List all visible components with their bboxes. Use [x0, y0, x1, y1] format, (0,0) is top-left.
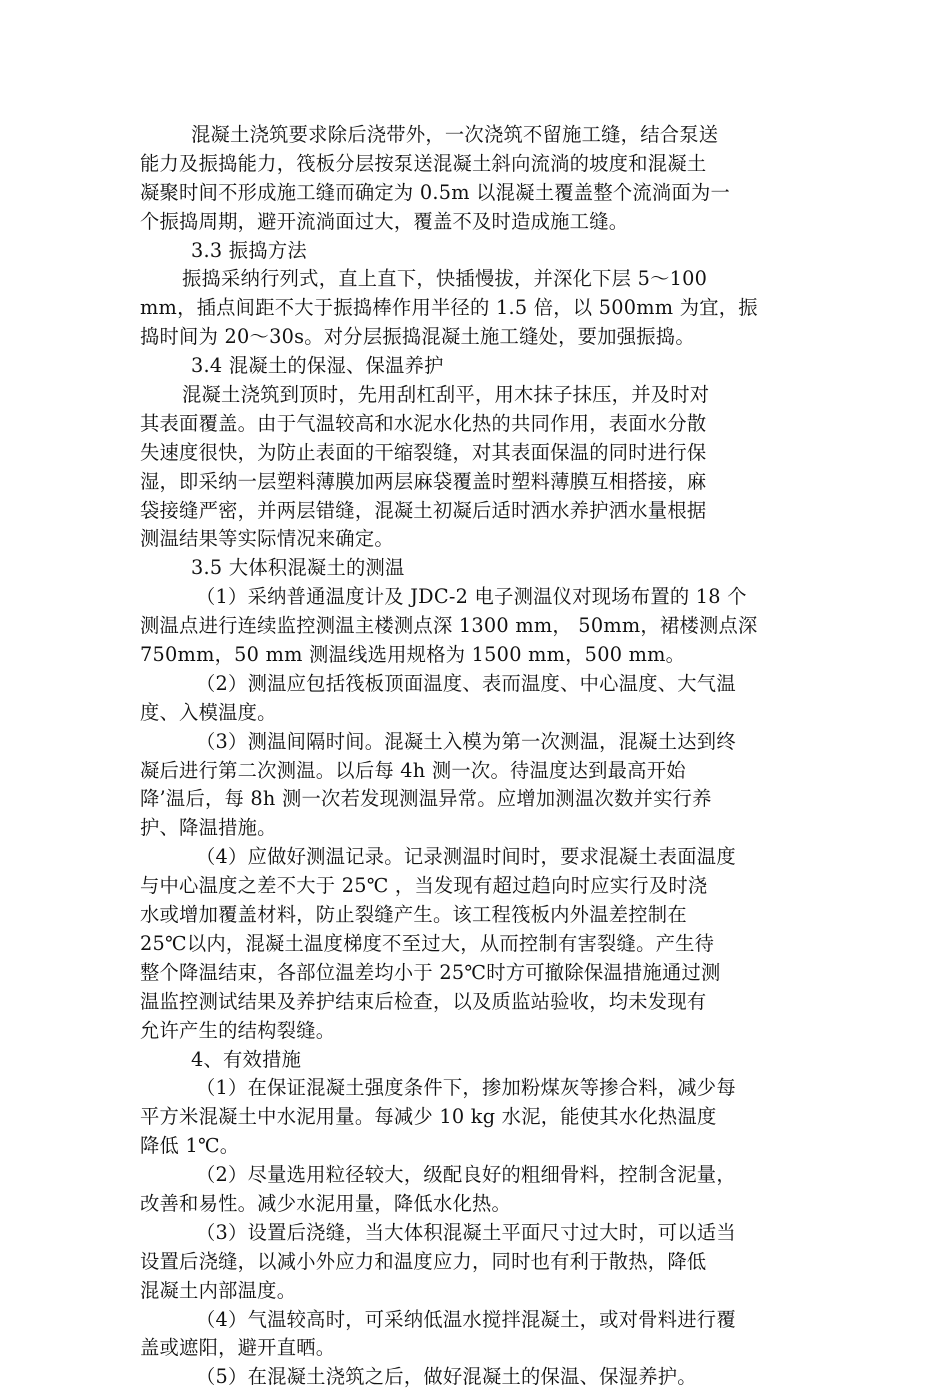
list-item-line: （2）尽量选用粒径较大，级配良好的粗细骨料，控制含泥量， [196, 1163, 736, 1187]
paragraph-line: 测温结果等实际情况来确定。 [140, 527, 394, 551]
paragraph-line: 温监控测试结果及养护结束后检查，以及质监站验收，均未发现有 [140, 989, 707, 1013]
paragraph-line: 捣时间为 20～30s。对分层振捣混凝土施工缝处，要加强振捣。 [140, 325, 695, 349]
paragraph-line: 混凝土内部温度。 [140, 1278, 297, 1302]
paragraph-line: 个振捣周期，避开流淌面过大，覆盖不及时造成施工缝。 [140, 209, 629, 233]
document-body [140, 121, 812, 1392]
paragraph-line: 改善和易性。减少水泥用量，降低水化热。 [140, 1191, 512, 1215]
paragraph-line: 750mm，50 mm 测温线选用规格为 1500 mm，500 mm。 [140, 643, 686, 667]
list-item-line: （1）采纳普通温度计及 JDC-2 电子测温仪对现场布置的 18 个 [196, 585, 747, 609]
paragraph-line: 护、降温措施。 [140, 816, 277, 840]
paragraph-line: 度、入模温度。 [140, 700, 277, 724]
paragraph-line: 25℃以内，混凝土温度梯度不至过大，从而控制有害裂缝。产生待 [140, 931, 715, 955]
list-item-line: （1）在保证混凝土强度条件下，掺加粉煤灰等掺合料，减少每 [196, 1076, 736, 1100]
paragraph-line: 湿，即采纳一层塑料薄膜加两层麻袋覆盖时塑料薄膜互相搭接，麻 [140, 469, 707, 493]
paragraph-line: 水或增加覆盖材料，防止裂缝产生。该工程筏板内外温差控制在 [140, 903, 687, 927]
paragraph-line: 振捣采纳行列式，直上直下，快插慢拔，并深化下层 5～100 [182, 267, 708, 291]
paragraph-line: 降低 1℃。 [140, 1134, 240, 1158]
paragraph-line: 与中心温度之差不大于 25℃ ，当发现有超过趋向时应实行及时浇 [140, 874, 708, 898]
paragraph-line: 平方米混凝土中水泥用量。每减少 10 kg 水泥，能使其水化热温度 [140, 1105, 717, 1129]
paragraph-line: 设置后浇缝，以减小外应力和温度应力，同时也有利于散热，降低 [140, 1249, 707, 1273]
paragraph-line: 测温点进行连续监控测温主楼测点深 1300 mm， 50mm，裙楼测点深 [140, 614, 758, 638]
paragraph-line: 混凝土浇筑要求除后浇带外，一次浇筑不留施工缝，结合泵送 [191, 123, 719, 146]
section-heading: 4、有效措施 [191, 1047, 302, 1071]
paragraph-line: 袋接缝严密，并两层错缝，混凝土初凝后适时洒水养护洒水量根据 [140, 498, 707, 522]
paragraph-line: 盖或遮阳，避开直晒。 [140, 1336, 336, 1360]
paragraph-line: 允许产生的结构裂缝。 [140, 1018, 336, 1042]
list-item-line: （5）在混凝土浇筑之后，做好混凝土的保温、保湿养护。 [196, 1365, 697, 1389]
list-item-line: （2）测温应包括筏板顶面温度、表而温度、中心温度、大气温 [196, 671, 736, 695]
paragraph-line: 降’温后，每 8h 测一次若发现测温异常。应增加测温次数并实行养 [140, 787, 712, 811]
paragraph-line: 混凝土浇筑到顶时，先用刮杠刮平，用木抹子抹压，并及时对 [182, 383, 710, 407]
section-heading: 3.5 大体积混凝土的测温 [191, 556, 405, 580]
paragraph-line: 能力及振捣能力，筏板分层按泵送混凝土斜向流淌的坡度和混凝土 [140, 151, 707, 175]
paragraph-line: mm，插点间距不大于振捣棒作用半径的 1.5 倍，以 500mm 为宜，振 [140, 296, 758, 320]
list-item-line: （3）设置后浇缝，当大体积混凝土平面尺寸过大时，可以适当 [196, 1220, 736, 1244]
paragraph-line: 其表面覆盖。由于气温较高和水泥水化热的共同作用，表面水分散 [140, 411, 707, 435]
section-heading: 3.3 振捣方法 [191, 238, 307, 262]
list-item-line: （4）气温较高时，可采纳低温水搅拌混凝土，或对骨料进行覆 [196, 1307, 736, 1331]
paragraph-line: 凝聚时间不形成施工缝而确定为 0.5m 以混凝土覆盖整个流淌面为一 [140, 180, 731, 204]
section-heading: 3.4 混凝土的保湿、保温养护 [191, 354, 444, 378]
paragraph-line: 凝后进行第二次测温。以后每 4h 测一次。待温度达到最高开始 [140, 758, 686, 782]
paragraph-line: 失速度很快，为防止表面的干缩裂缝，对其表面保温的同时进行保 [140, 440, 707, 464]
paragraph-line: 整个降温结束，各部位温差均小于 25℃时方可撤除保温措施通过测 [140, 960, 721, 984]
list-item-line: （3）测温间隔时间。混凝土入模为第一次测温，混凝土达到终 [196, 729, 736, 753]
list-item-line: （4）应做好测温记录。记录测温时间时，要求混凝土表面温度 [196, 845, 736, 869]
